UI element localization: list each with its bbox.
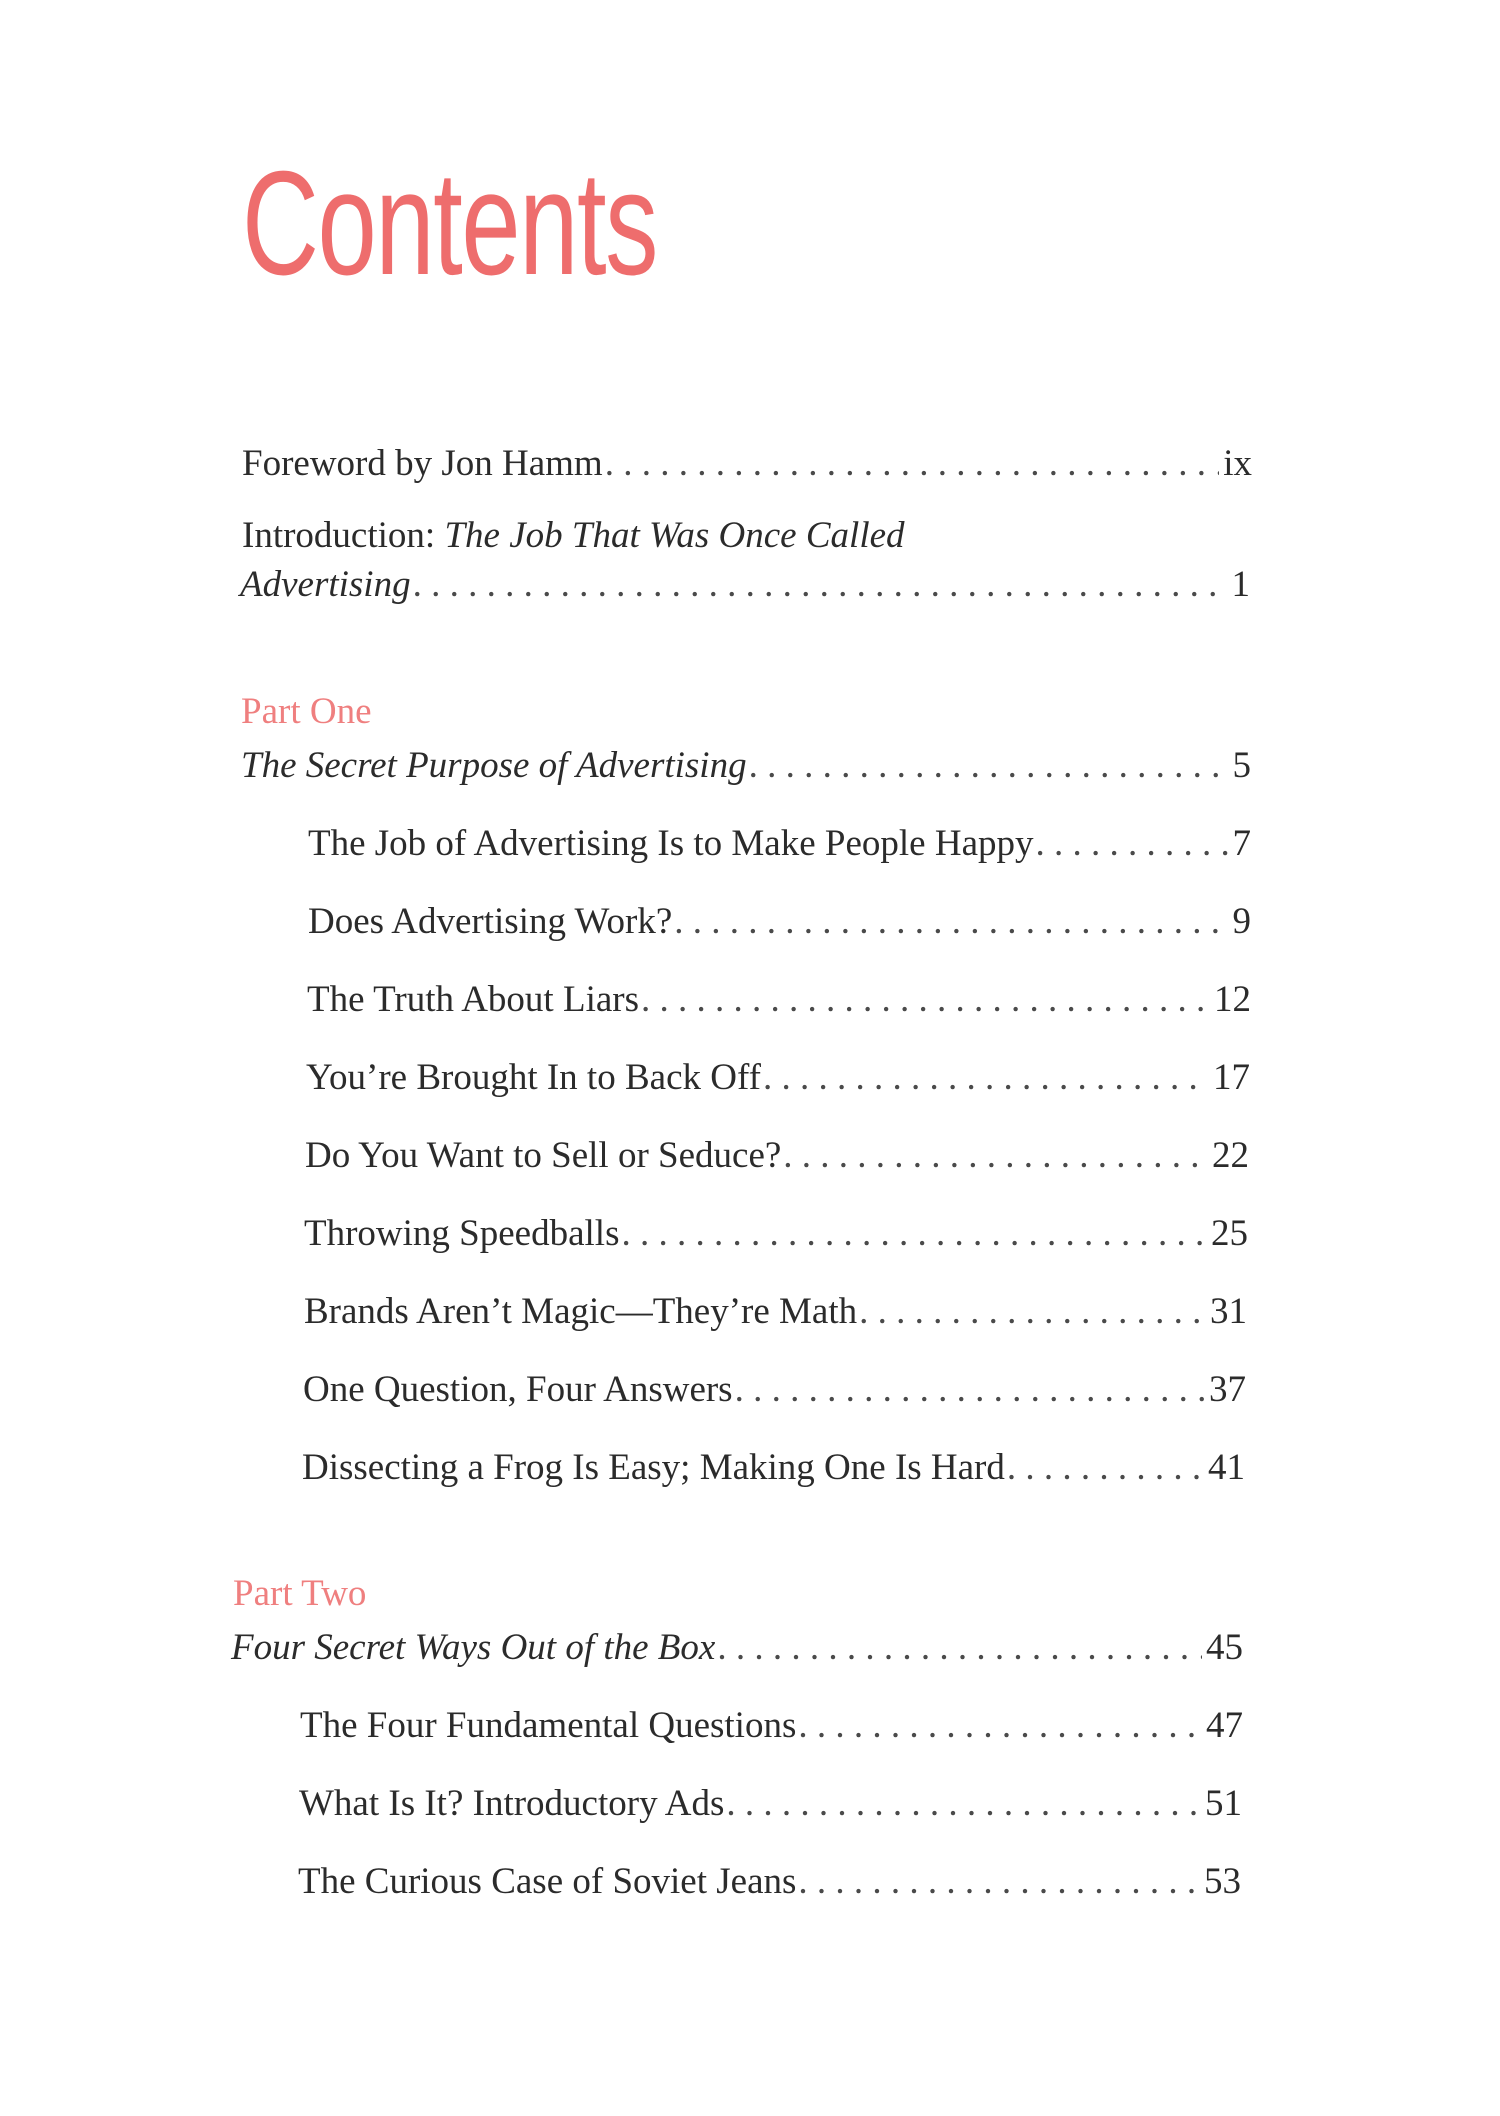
toc-entry-chapter[interactable] [308, 822, 1251, 866]
toc-entry-part-title[interactable] [231, 1626, 1243, 1670]
toc-entry-title: Brands Aren’t Magic—They’re Math [304, 1291, 858, 1332]
dot-leader [621, 1212, 1207, 1256]
toc-entry-page: 25 [1211, 1213, 1248, 1254]
toc-entry-title: The Truth About Liars [307, 979, 639, 1020]
toc-entry-page: 37 [1209, 1369, 1246, 1410]
toc-entry-chapter[interactable] [306, 1056, 1250, 1100]
toc-entry-page: 45 [1206, 1627, 1243, 1668]
dot-leader [763, 1056, 1209, 1100]
toc-entry-chapter[interactable] [303, 1368, 1246, 1412]
toc-entry-chapter[interactable] [305, 1134, 1249, 1178]
toc-entry-page: 47 [1206, 1705, 1243, 1746]
toc-entry-page: 7 [1232, 823, 1251, 864]
dot-leader [1007, 1446, 1204, 1490]
toc-entry-title: Do You Want to Sell or Seduce? [305, 1135, 782, 1176]
toc-entry-page: 12 [1214, 979, 1251, 1020]
toc-entry-page: 41 [1208, 1447, 1245, 1488]
toc-entry-chapter[interactable] [304, 1290, 1247, 1334]
toc-entry-part-title[interactable] [241, 744, 1251, 788]
dot-leader [1036, 822, 1229, 866]
dot-leader [798, 1860, 1200, 1904]
toc-entry-chapter[interactable] [304, 1212, 1248, 1256]
toc-entry-page: 31 [1210, 1291, 1247, 1332]
dot-leader [605, 442, 1220, 486]
toc-entry-title: Throwing Speedballs [304, 1213, 620, 1254]
toc-entry-title: What Is It? Introductory Ads [299, 1783, 725, 1824]
dot-leader [641, 978, 1210, 1022]
toc-entry-title: The Four Fundamental Questions [300, 1705, 797, 1746]
toc-entry-title: Foreword by Jon Hamm [242, 443, 603, 484]
toc-entry-foreword[interactable] [242, 442, 1252, 486]
dot-leader [413, 563, 1228, 607]
toc-entry-introduction[interactable] [240, 563, 1250, 607]
toc-entry-title: One Question, Four Answers [303, 1369, 733, 1410]
toc-entry-title: Dissecting a Frog Is Easy; Making One Is Hard [302, 1447, 1005, 1488]
toc-entry-page: ix [1223, 443, 1252, 484]
introduction-title-line1: The Job That Was Once Called [444, 515, 905, 556]
toc-entry-title: Does Advertising Work? [308, 901, 673, 942]
part-label: Part One [241, 691, 372, 732]
toc-entry-chapter[interactable] [302, 1446, 1245, 1490]
toc-entry-title: The Secret Purpose of Advertising [241, 745, 747, 786]
toc-entry-title: The Curious Case of Soviet Jeans [298, 1861, 797, 1902]
toc-entry-page: 9 [1232, 901, 1251, 942]
toc-entry-title: You’re Brought In to Back Off [306, 1057, 761, 1098]
toc-entry-title: Four Secret Ways Out of the Box [231, 1627, 716, 1668]
toc-entry-page: 51 [1205, 1783, 1242, 1824]
toc-entry-page: 5 [1232, 745, 1251, 786]
toc-entry-title: The Job of Advertising Is to Make People Happy [308, 823, 1034, 864]
part-label: Part Two [233, 1573, 367, 1614]
introduction-prefix: Introduction: [242, 515, 445, 556]
toc-entry-page: 1 [1231, 564, 1250, 605]
dot-leader [798, 1704, 1202, 1748]
page-title: Contents [242, 141, 657, 306]
dot-leader [859, 1290, 1206, 1334]
dot-leader [717, 1626, 1202, 1670]
toc-entry-title: Advertising [240, 564, 411, 605]
dot-leader [735, 1368, 1205, 1412]
toc-entry-page: 17 [1213, 1057, 1250, 1098]
dot-leader [726, 1782, 1201, 1826]
toc-entry-chapter[interactable] [299, 1782, 1242, 1826]
toc-entry-introduction-line1[interactable] [242, 514, 905, 557]
toc-entry-chapter[interactable] [298, 1860, 1241, 1904]
dot-leader [783, 1134, 1208, 1178]
toc-entry-page: 22 [1212, 1135, 1249, 1176]
dot-leader [749, 744, 1229, 788]
toc-entry-chapter[interactable] [300, 1704, 1243, 1748]
dot-leader [674, 900, 1228, 944]
toc-entry-page: 53 [1204, 1861, 1241, 1902]
toc-entry-chapter[interactable] [307, 978, 1251, 1022]
toc-entry-chapter[interactable] [308, 900, 1251, 944]
